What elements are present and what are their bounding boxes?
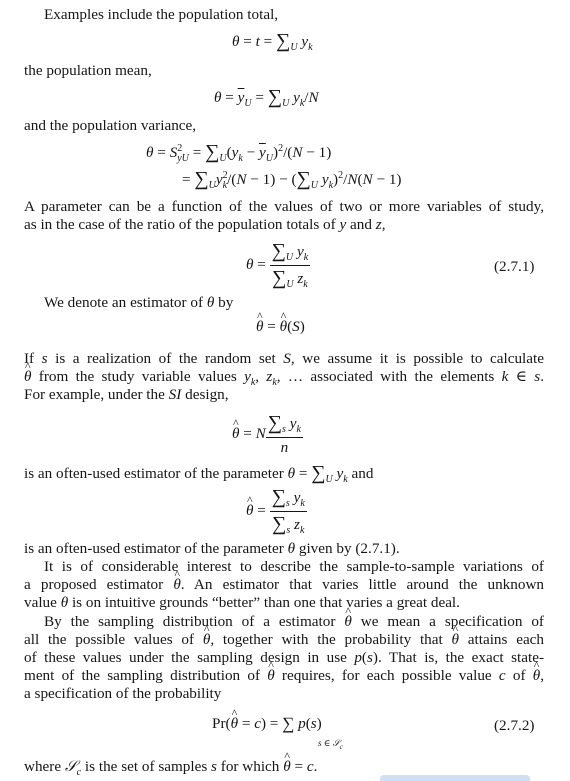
equation-number-2-7-2: (2.7.2) [494,717,535,734]
equation-number-2-7-1: (2.7.1) [494,258,535,275]
text-realization-line2: θ ^ from the study variable values $y_k$, $z_k$, … associated with the elements k ∈ s. [24,368,544,389]
text-realization-line3: For example, under the SI design, [24,386,229,403]
text-population-mean: the population mean, [24,62,152,79]
text-where: where 𝒮$_c$ is the set of samples s for which θ ^ = c. [24,758,544,779]
text-sampling-line2: all the possible values of θ ^, together with the probability that θ ^ attains each [24,631,544,649]
text-realization-line1: If s is a realization of the random set S, we assume it is possible to calculate [24,350,544,367]
text-population-variance: and the population variance, [24,117,197,134]
text-often-used-2: is an often-used estimator of the parameter θ given by (2.7.1). [24,540,400,557]
text-sampling-line4: ment of the sampling distribution of θ ^ requires, for each possible value c of θ ^, [24,667,544,685]
text-sampling-line1: By the sampling distribution of a estimator θ ^ we mean a specification of [24,613,544,631]
text-ratio-intro-line2: as in the case of the ratio of the population totals of y and z, [24,216,386,233]
text-interest-line3: value θ is on intuitive grounds “better” than one that varies a great deal. [24,594,460,611]
equation-estimator: θ ^ = θ ^(S) [256,318,305,336]
equation-population-variance-1: $\theta = S^2_{yU} = \sum_U(y_k - \overline{y}_U)^2/(N - 1)$ [146,141,332,165]
equation-probability: Pr(θ ^ = c) = ∑ p(s) [212,714,322,733]
text-ratio-intro-line1: A parameter can be a function of the values of two or more variables of study, [24,198,544,215]
equation-population-variance-2: = $\sum_Uy^2_k/(N - 1) - (\sum_U$ $y_k)^2/N(N - 1)$ [182,168,402,192]
equation-ratio-estimator: θ ^ = $\frac{\sum_s y_k}{\sum_s z_k}$ [246,486,307,537]
text-estimator-intro: We denote an estimator of θ by [44,294,234,311]
equation-si-estimator: θ ^ = N $\frac{\sum_s y_k}{n}$ [232,412,303,457]
text-often-used-1: is an often-used estimator of the parameter $\theta = \sum_U$ $y_k$ and [24,462,374,486]
text-interest-line2: a proposed estimator θ ^. An estimator that varies little around the unknown [24,576,544,594]
text-interest-line1: It is of considerable interest to describe the sample-to-sample variations of [44,558,544,575]
equation-population-mean: $\theta = \overline{y}_U = \sum_U$ $y_k/N$ [214,86,319,110]
summation-subscript: s ∈ 𝒮$_c$ [318,738,343,751]
equation-population-total: $\theta = t = \sum_U$ $y_k$ [232,30,313,54]
text-examples-intro: Examples include the population total, [44,6,279,23]
selection-highlight [380,775,530,781]
equation-ratio: θ = $\frac{\sum_U y_k}{\sum_U z_k}$ [246,240,309,291]
text-sampling-line3: of these values under the sampling design in use p(s). That is, the exact state- [24,649,544,666]
text-sampling-line5: a specification of the probability [24,685,222,702]
